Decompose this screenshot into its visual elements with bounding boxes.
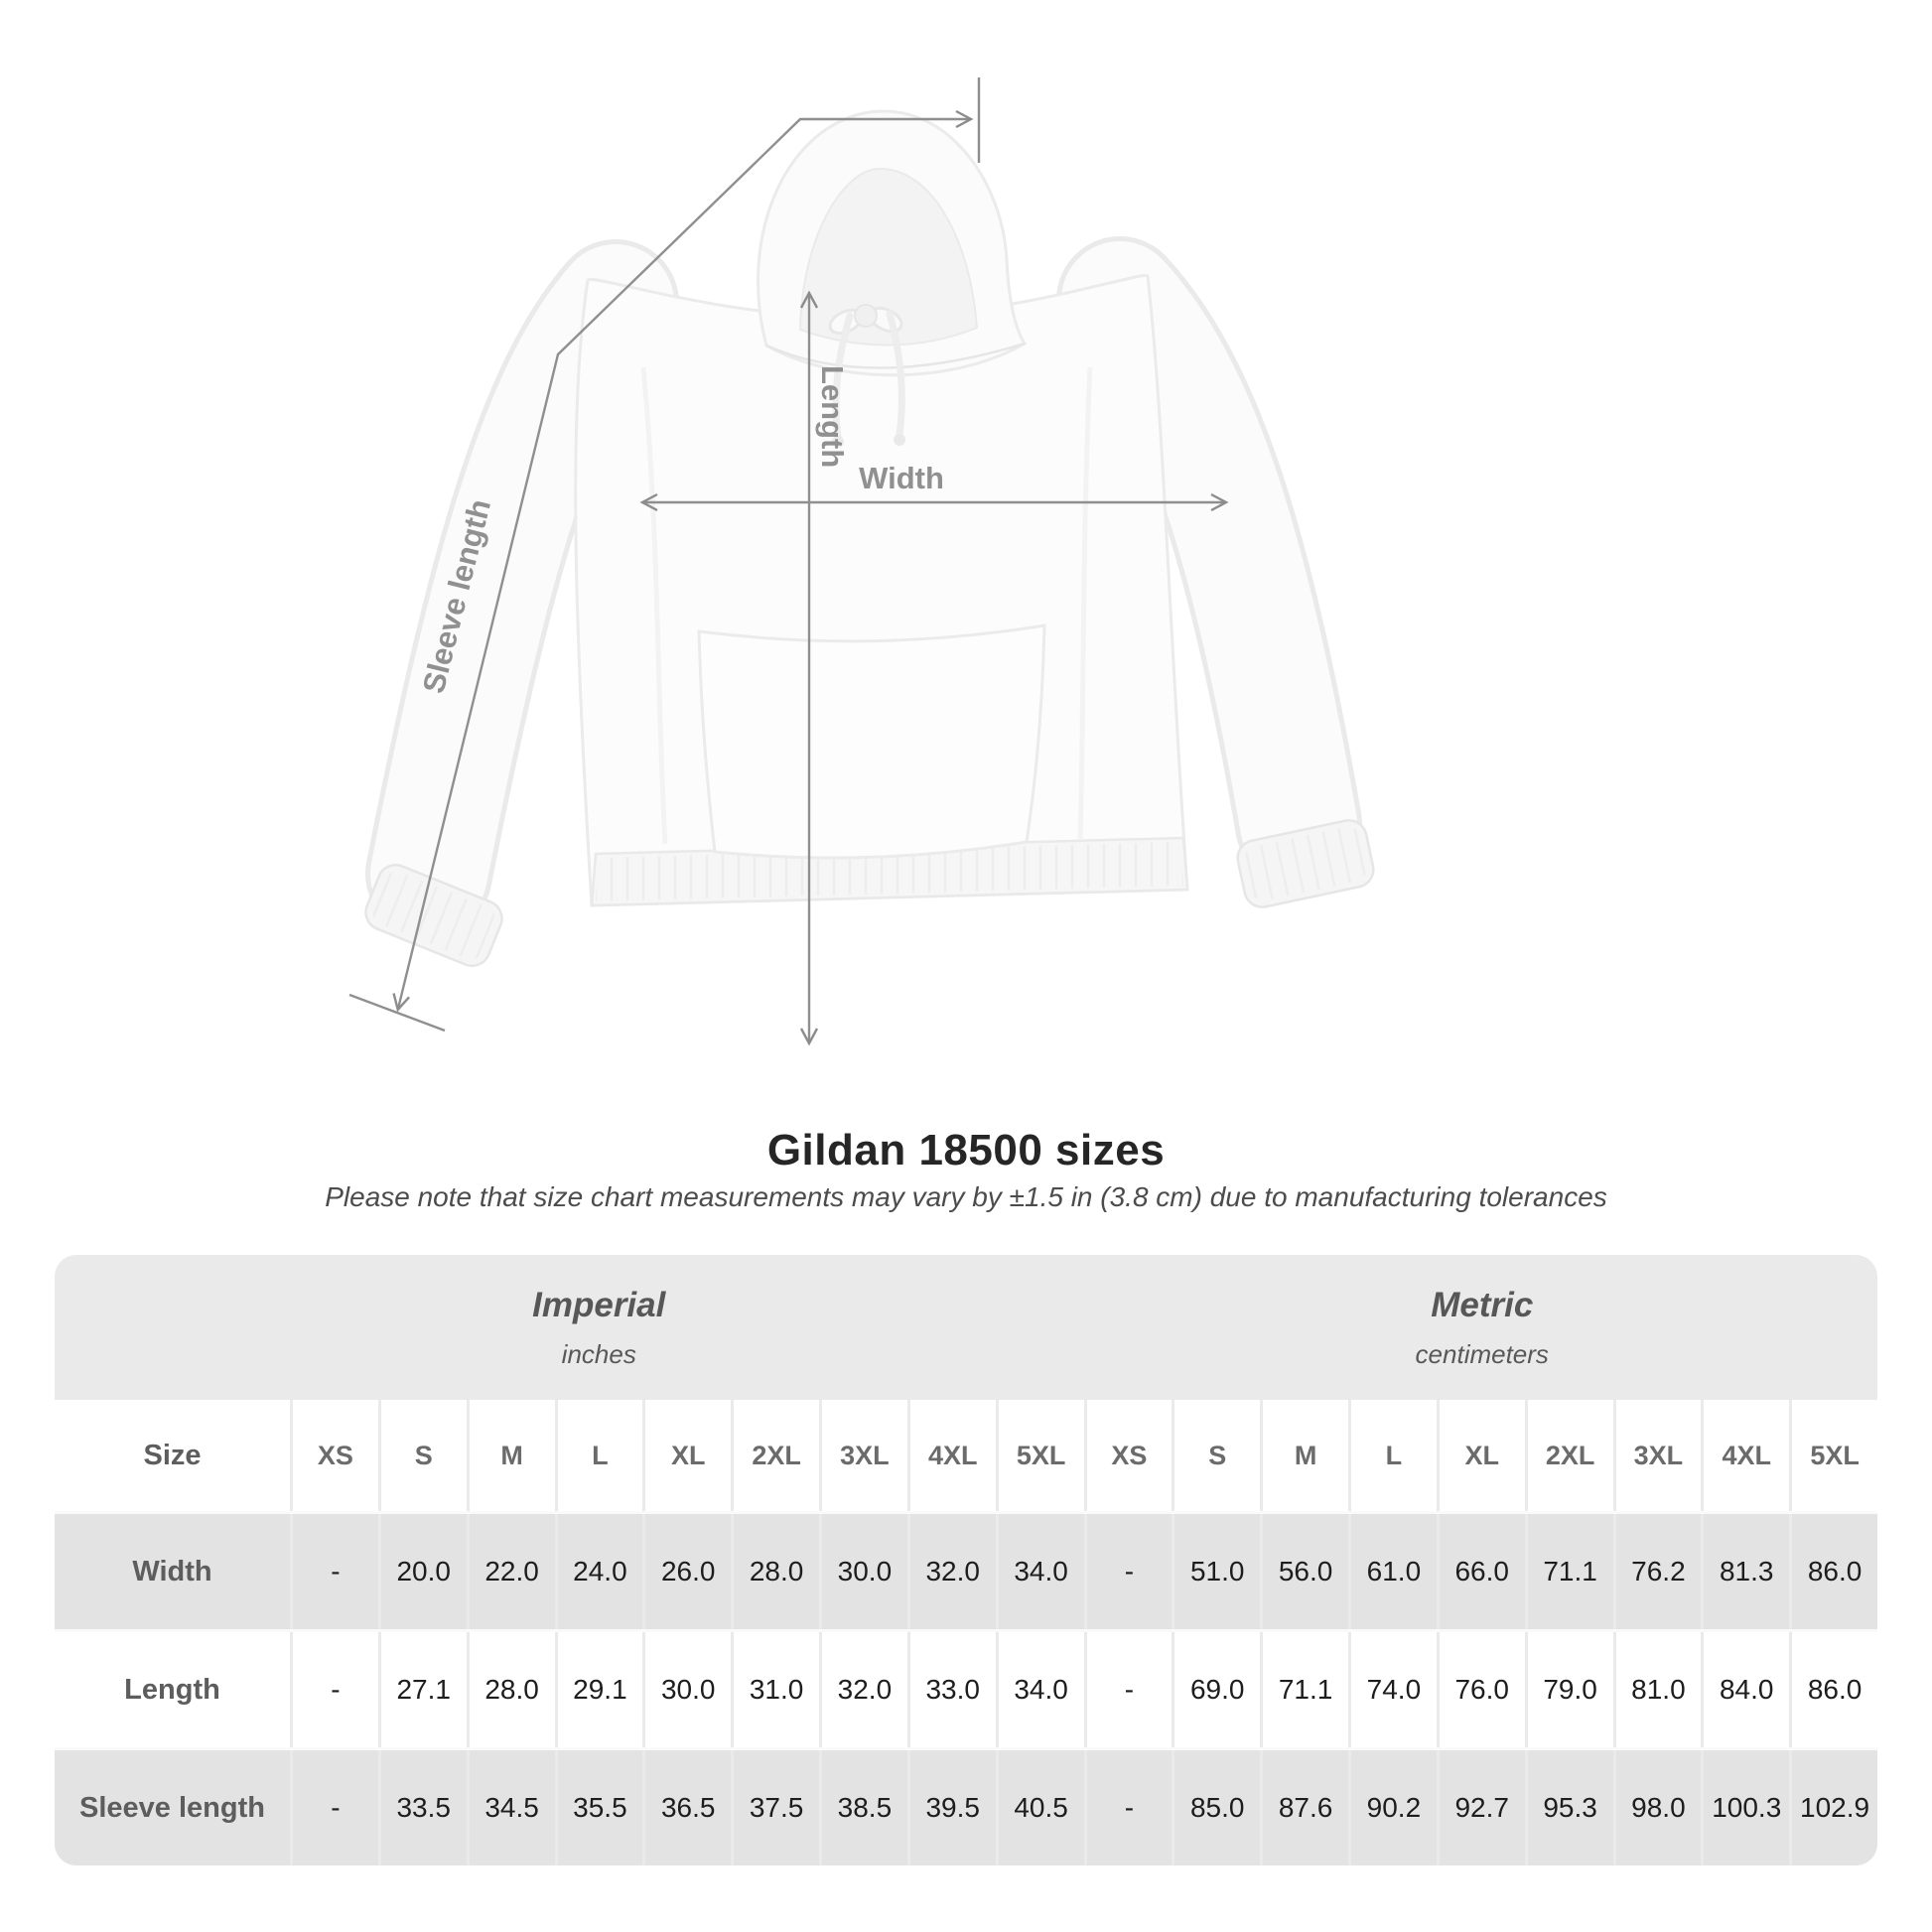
size-column-header: L xyxy=(558,1400,643,1511)
measurement-value-cell: 85.0 xyxy=(1174,1750,1260,1865)
imperial-unit-header xyxy=(84,1255,1114,1400)
measurement-value-cell: 32.0 xyxy=(822,1632,907,1747)
measurement-value-cell: 79.0 xyxy=(1528,1632,1613,1747)
sleeve-end-tick xyxy=(349,995,445,1031)
measurement-value-cell: 71.1 xyxy=(1528,1514,1613,1629)
measurement-value-cell: 27.1 xyxy=(381,1632,467,1747)
size-column-header: 3XL xyxy=(822,1400,907,1511)
size-column-header: S xyxy=(381,1400,467,1511)
size-column-header: M xyxy=(1263,1400,1348,1511)
measurement-value-cell: 92.7 xyxy=(1440,1750,1525,1865)
table-body xyxy=(55,1511,1877,1865)
units-header-row xyxy=(55,1255,1877,1400)
measurement-value-cell: 31.0 xyxy=(734,1632,819,1747)
row-label: Sleeve length xyxy=(55,1750,290,1865)
tolerance-note: Please note that size chart measurements may vary by ±1.5 in (3.8 cm) due to manufacturing tolerances xyxy=(325,1181,1607,1212)
size-column-header: XS xyxy=(293,1400,378,1511)
size-column-header: M xyxy=(470,1400,555,1511)
measurement-value-cell: 76.0 xyxy=(1440,1632,1525,1747)
measurement-value-cell: 28.0 xyxy=(734,1514,819,1629)
length-label: Length xyxy=(815,365,850,469)
table-row-width xyxy=(55,1511,1877,1629)
size-header-row xyxy=(55,1400,1877,1511)
metric-label: Metric xyxy=(1431,1285,1534,1324)
measurement-value-cell: 26.0 xyxy=(645,1514,731,1629)
measurement-value-cell: 24.0 xyxy=(558,1514,643,1629)
measurement-value-cell: 37.5 xyxy=(734,1750,819,1865)
measurement-value-cell: - xyxy=(293,1632,378,1747)
measurement-value-cell: 56.0 xyxy=(1263,1514,1348,1629)
measurement-value-cell: 86.0 xyxy=(1792,1514,1877,1629)
measurement-value-cell: 36.5 xyxy=(645,1750,731,1865)
measurement-value-cell: 76.2 xyxy=(1616,1514,1702,1629)
measurement-value-cell: 39.5 xyxy=(910,1750,996,1865)
measurement-value-cell: 40.5 xyxy=(999,1750,1084,1865)
metric-unit-header xyxy=(1087,1255,1878,1400)
measurement-value-cell: 74.0 xyxy=(1351,1632,1437,1747)
imperial-sublabel: inches xyxy=(561,1338,636,1369)
measurement-value-cell: 100.3 xyxy=(1704,1750,1789,1865)
row-label: Width xyxy=(55,1514,290,1629)
measurement-value-cell: 61.0 xyxy=(1351,1514,1437,1629)
size-corner-cell: Size xyxy=(55,1400,290,1511)
measurement-value-cell: - xyxy=(1087,1514,1173,1629)
measurement-value-cell: - xyxy=(1087,1750,1173,1865)
measurement-value-cell: - xyxy=(293,1514,378,1629)
measurement-value-cell: 86.0 xyxy=(1792,1632,1877,1747)
size-column-header: XS xyxy=(1087,1400,1173,1511)
table-row-length xyxy=(55,1629,1877,1747)
size-column-header: S xyxy=(1174,1400,1260,1511)
measurement-value-cell: 95.3 xyxy=(1528,1750,1613,1865)
measurement-value-cell: 38.5 xyxy=(822,1750,907,1865)
measurement-value-cell: 84.0 xyxy=(1704,1632,1789,1747)
measurement-value-cell: 20.0 xyxy=(381,1514,467,1629)
measurement-value-cell: 35.5 xyxy=(558,1750,643,1865)
size-column-header: L xyxy=(1351,1400,1437,1511)
measurement-value-cell: 34.0 xyxy=(999,1514,1084,1629)
measurement-value-cell: 51.0 xyxy=(1174,1514,1260,1629)
measurement-value-cell: 33.5 xyxy=(381,1750,467,1865)
measurement-value-cell: 87.6 xyxy=(1263,1750,1348,1865)
measurement-value-cell: 102.9 xyxy=(1792,1750,1877,1865)
measurement-value-cell: 28.0 xyxy=(470,1632,555,1747)
size-column-header: 4XL xyxy=(1704,1400,1789,1511)
measurement-value-cell: 81.3 xyxy=(1704,1514,1789,1629)
metric-sublabel: centimeters xyxy=(1415,1338,1549,1369)
size-chart-table xyxy=(55,1255,1877,1865)
table-row-sleeve-length xyxy=(55,1747,1877,1865)
measurement-value-cell: 34.5 xyxy=(470,1750,555,1865)
measurement-value-cell: 71.1 xyxy=(1263,1632,1348,1747)
size-column-header: XL xyxy=(645,1400,731,1511)
sleeve-length-label: Sleeve length xyxy=(415,495,498,697)
measurement-value-cell: 30.0 xyxy=(645,1632,731,1747)
measurement-value-cell: 98.0 xyxy=(1616,1750,1702,1865)
size-column-header: 5XL xyxy=(1792,1400,1877,1511)
measurement-value-cell: 66.0 xyxy=(1440,1514,1525,1629)
size-column-header: 2XL xyxy=(734,1400,819,1511)
kangaroo-pocket xyxy=(699,625,1044,858)
size-column-header: 3XL xyxy=(1616,1400,1702,1511)
measurement-value-cell: 32.0 xyxy=(910,1514,996,1629)
measurement-value-cell: - xyxy=(293,1750,378,1865)
measurement-value-cell: 34.0 xyxy=(999,1632,1084,1747)
size-column-header: XL xyxy=(1440,1400,1525,1511)
row-label: Length xyxy=(55,1632,290,1747)
measurement-value-cell: 22.0 xyxy=(470,1514,555,1629)
size-column-header: 5XL xyxy=(999,1400,1084,1511)
measurement-value-cell: - xyxy=(1087,1632,1173,1747)
size-column-header: 4XL xyxy=(910,1400,996,1511)
size-column-header: 2XL xyxy=(1528,1400,1613,1511)
measurement-value-cell: 30.0 xyxy=(822,1514,907,1629)
measurement-value-cell: 69.0 xyxy=(1174,1632,1260,1747)
page-title: Gildan 18500 sizes xyxy=(766,1126,1166,1174)
measurement-value-cell: 90.2 xyxy=(1351,1750,1437,1865)
measurement-value-cell: 81.0 xyxy=(1616,1632,1702,1747)
measurement-value-cell: 33.0 xyxy=(910,1632,996,1747)
imperial-label: Imperial xyxy=(532,1285,666,1324)
width-label: Width xyxy=(859,461,944,495)
measurement-value-cell: 29.1 xyxy=(558,1632,643,1747)
